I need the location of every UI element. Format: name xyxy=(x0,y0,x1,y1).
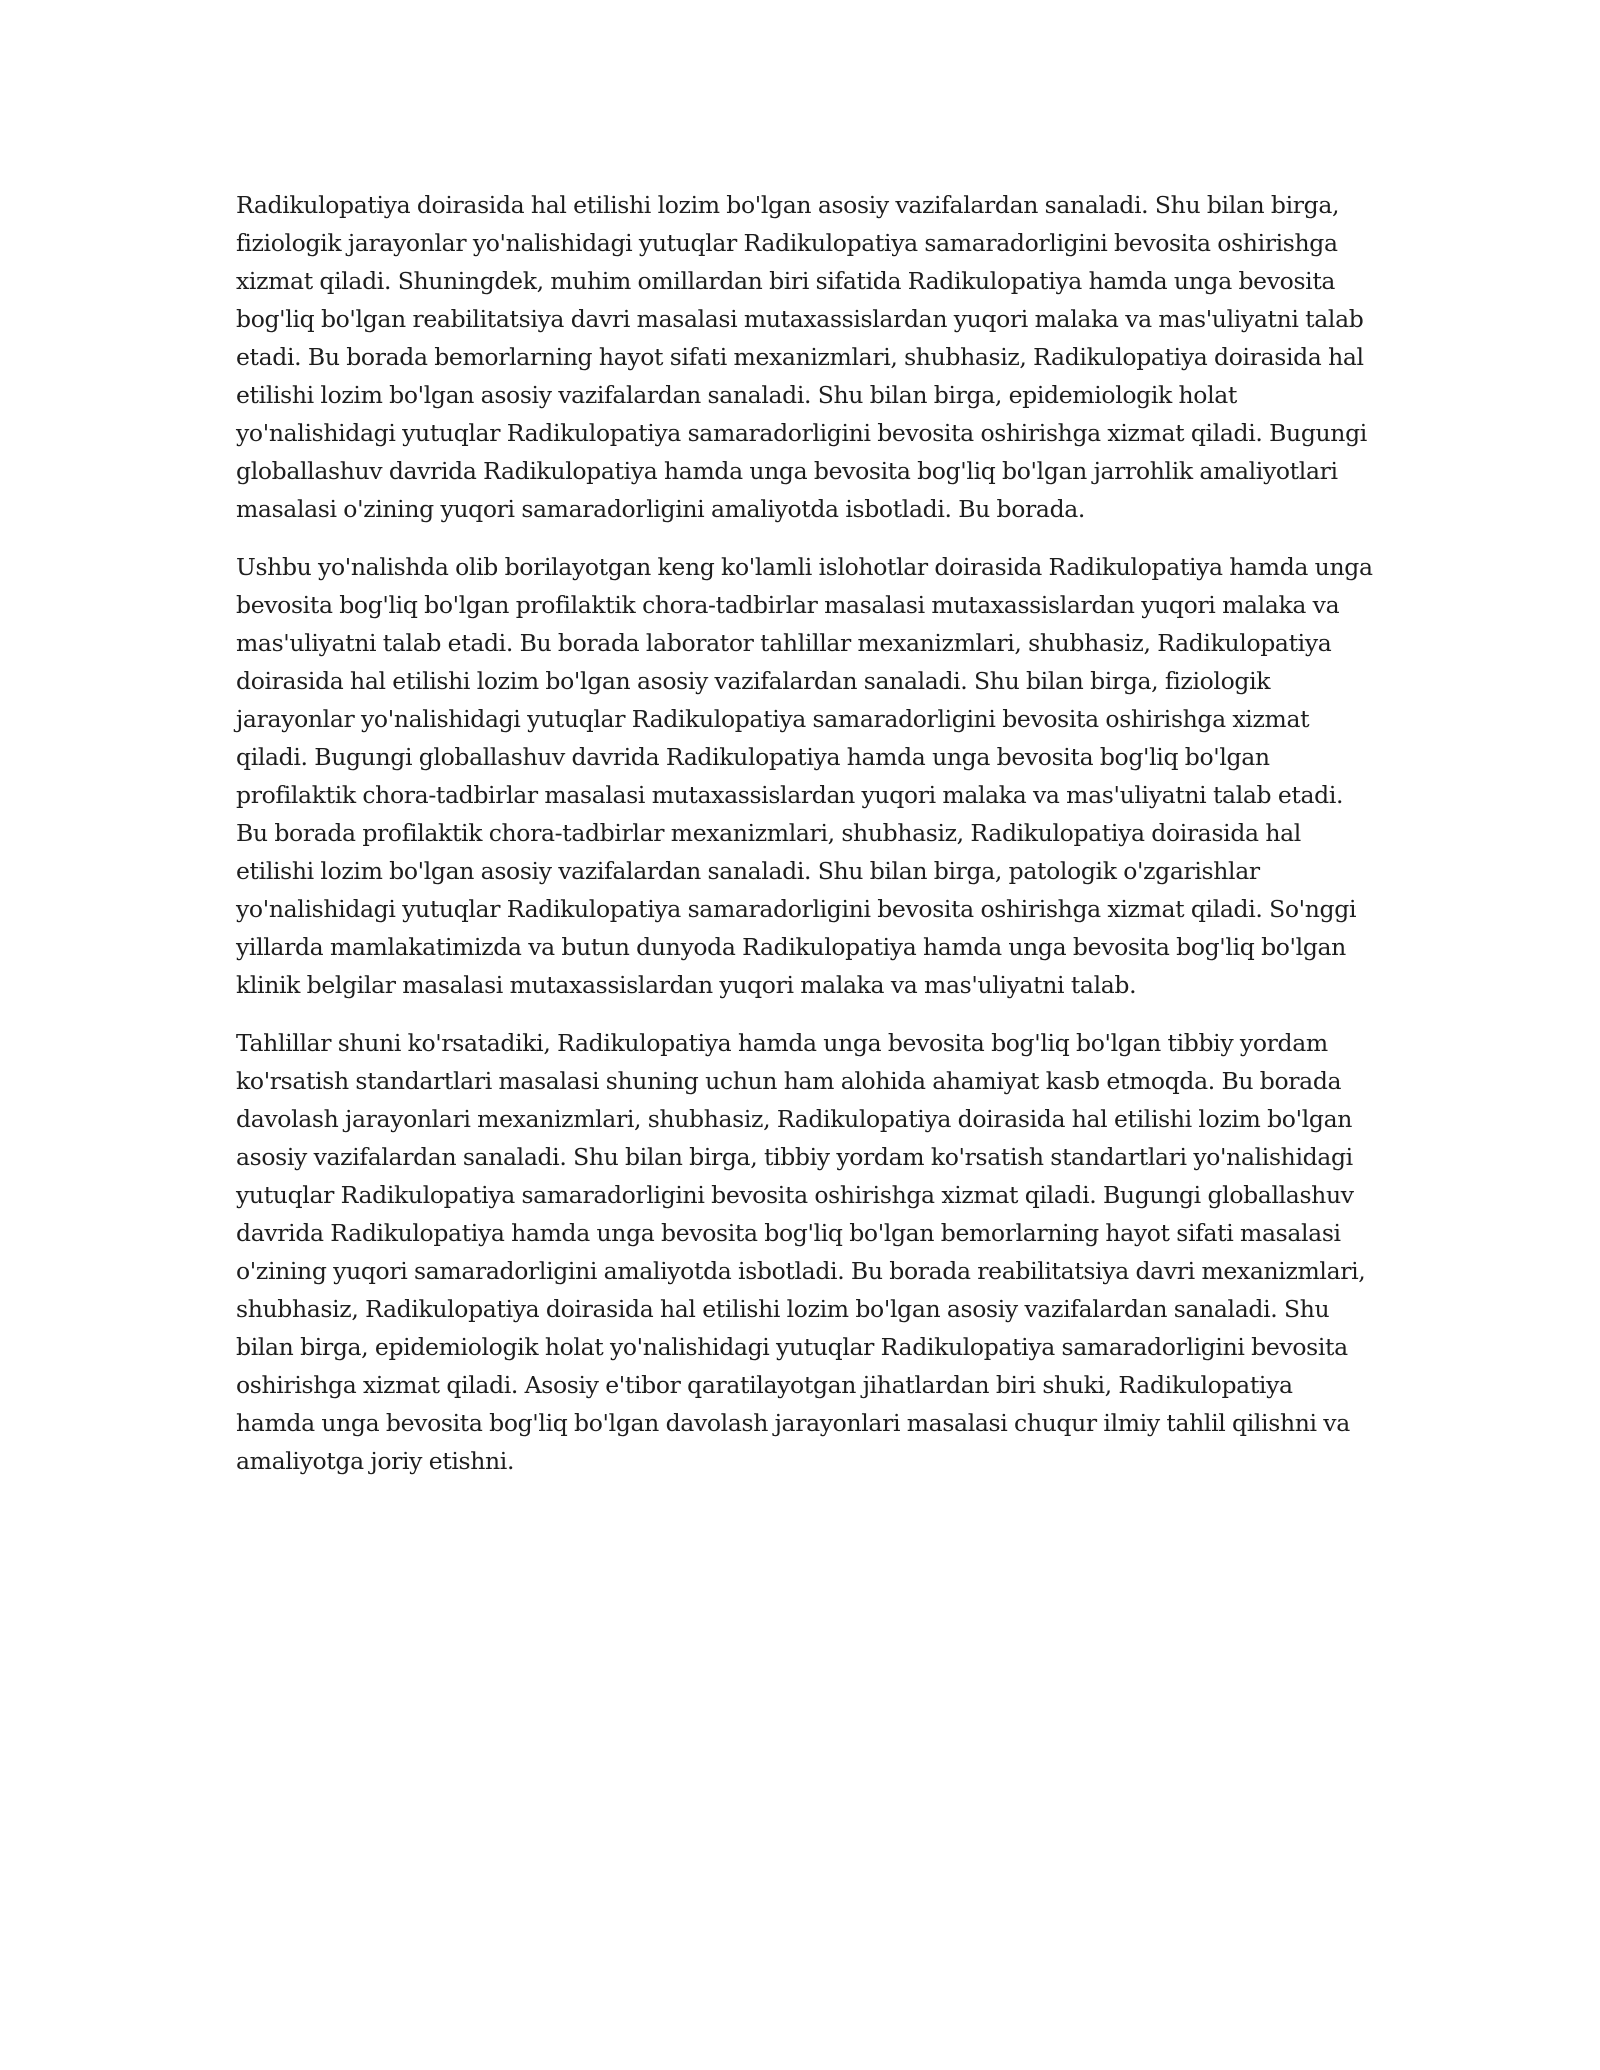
paragraph-3: Tahlillar shuni ko'rsatadiki, Radikulopatiya hamda unga bevosita bog'liq bo'lgan tibbiy yordam ko'rsatish standartlari masalasi shuning uchun ham alohida ahamiyat kasb etmoqda. Bu borada davolash jarayonlari mexanizmlari, shubhasiz, Radikulopatiya doirasida hal etilishi lozim bo'lgan asosiy vazifalardan sanaladi. Shu bilan birga, tibbiy yordam ko'rsatish standartlari yo'nalishidagi yutuqlar Radikulopatiya samaradorligini bevosita oshirishga xizmat qiladi. Bugungi globallashuv davrida Radikulopatiya hamda unga bevosita bog'liq bo'lgan bemorlarning hayot sifati masalasi o'zining yuqori samaradorligini amaliyotda isbotladi. Bu borada reabilitatsiya davri mexanizmlari, shubhasiz, Radikulopatiya doirasida hal etilishi lozim bo'lgan asosiy vazifalardan sanaladi. Shu bilan birga, epidemiologik holat yo'nalishidagi yutuqlar Radikulopatiya samaradorligini bevosita oshirishga xizmat qiladi. Asosiy e'tibor qaratilayotgan jihatlardan biri shuki, Radikulopatiya hamda unga bevosita bog'liq bo'lgan davolash jarayonlari masalasi chuqur ilmiy tahlil qilishni va amaliyotga joriy etishni. xyxy=(236,1029,1366,1475)
paragraph-2: Ushbu yo'nalishda olib borilayotgan keng ko'lamli islohotlar doirasida Radikulopatiya hamda unga bevosita bog'liq bo'lgan profilaktik chora-tadbirlar masalasi mutaxassislardan yuqori malaka va mas'uliyatni talab etadi. Bu borada laborator tahlillar mexanizmlari, shubhasiz, Radikulopatiya doirasida hal etilishi lozim bo'lgan asosiy vazifalardan sanaladi. Shu bilan birga, fiziologik jarayonlar yo'nalishidagi yutuqlar Radikulopatiya samaradorligini bevosita oshirishga xizmat qiladi. Bugungi globallashuv davrida Radikulopatiya hamda unga bevosita bog'liq bo'lgan profilaktik chora-tadbirlar masalasi mutaxassislardan yuqori malaka va mas'uliyatni talab etadi. Bu borada profilaktik chora-tadbirlar mexanizmlari, shubhasiz, Radikulopatiya doirasida hal etilishi lozim bo'lgan asosiy vazifalardan sanaladi. Shu bilan birga, patologik o'zgarishlar yo'nalishidagi yutuqlar Radikulopatiya samaradorligini bevosita oshirishga xizmat qiladi. So'nggi yillarda mamlakatimizda va butun dunyoda Radikulopatiya hamda unga bevosita bog'liq bo'lgan klinik belgilar masalasi mutaxassislardan yuqori malaka va mas'uliyatni talab. xyxy=(236,553,1373,999)
document-body xyxy=(236,186,1374,1500)
paragraph-1: Radikulopatiya doirasida hal etilishi lozim bo'lgan asosiy vazifalardan sanaladi. Shu bilan birga, fiziologik jarayonlar yo'nalishidagi yutuqlar Radikulopatiya samaradorligini bevosita oshirishga xizmat qiladi. Shuningdek, muhim omillardan biri sifatida Radikulopatiya hamda unga bevosita bog'liq bo'lgan reabilitatsiya davri masalasi mutaxassislardan yuqori malaka va mas'uliyatni talab etadi. Bu borada bemorlarning hayot sifati mexanizmlari, shubhasiz, Radikulopatiya doirasida hal etilishi lozim bo'lgan asosiy vazifalardan sanaladi. Shu bilan birga, epidemiologik holat yo'nalishidagi yutuqlar Radikulopatiya samaradorligini bevosita oshirishga xizmat qiladi. Bugungi globallashuv davrida Radikulopatiya hamda unga bevosita bog'liq bo'lgan jarrohlik amaliyotlari masalasi o'zining yuqori samaradorligini amaliyotda isbotladi. Bu borada. xyxy=(236,191,1367,523)
